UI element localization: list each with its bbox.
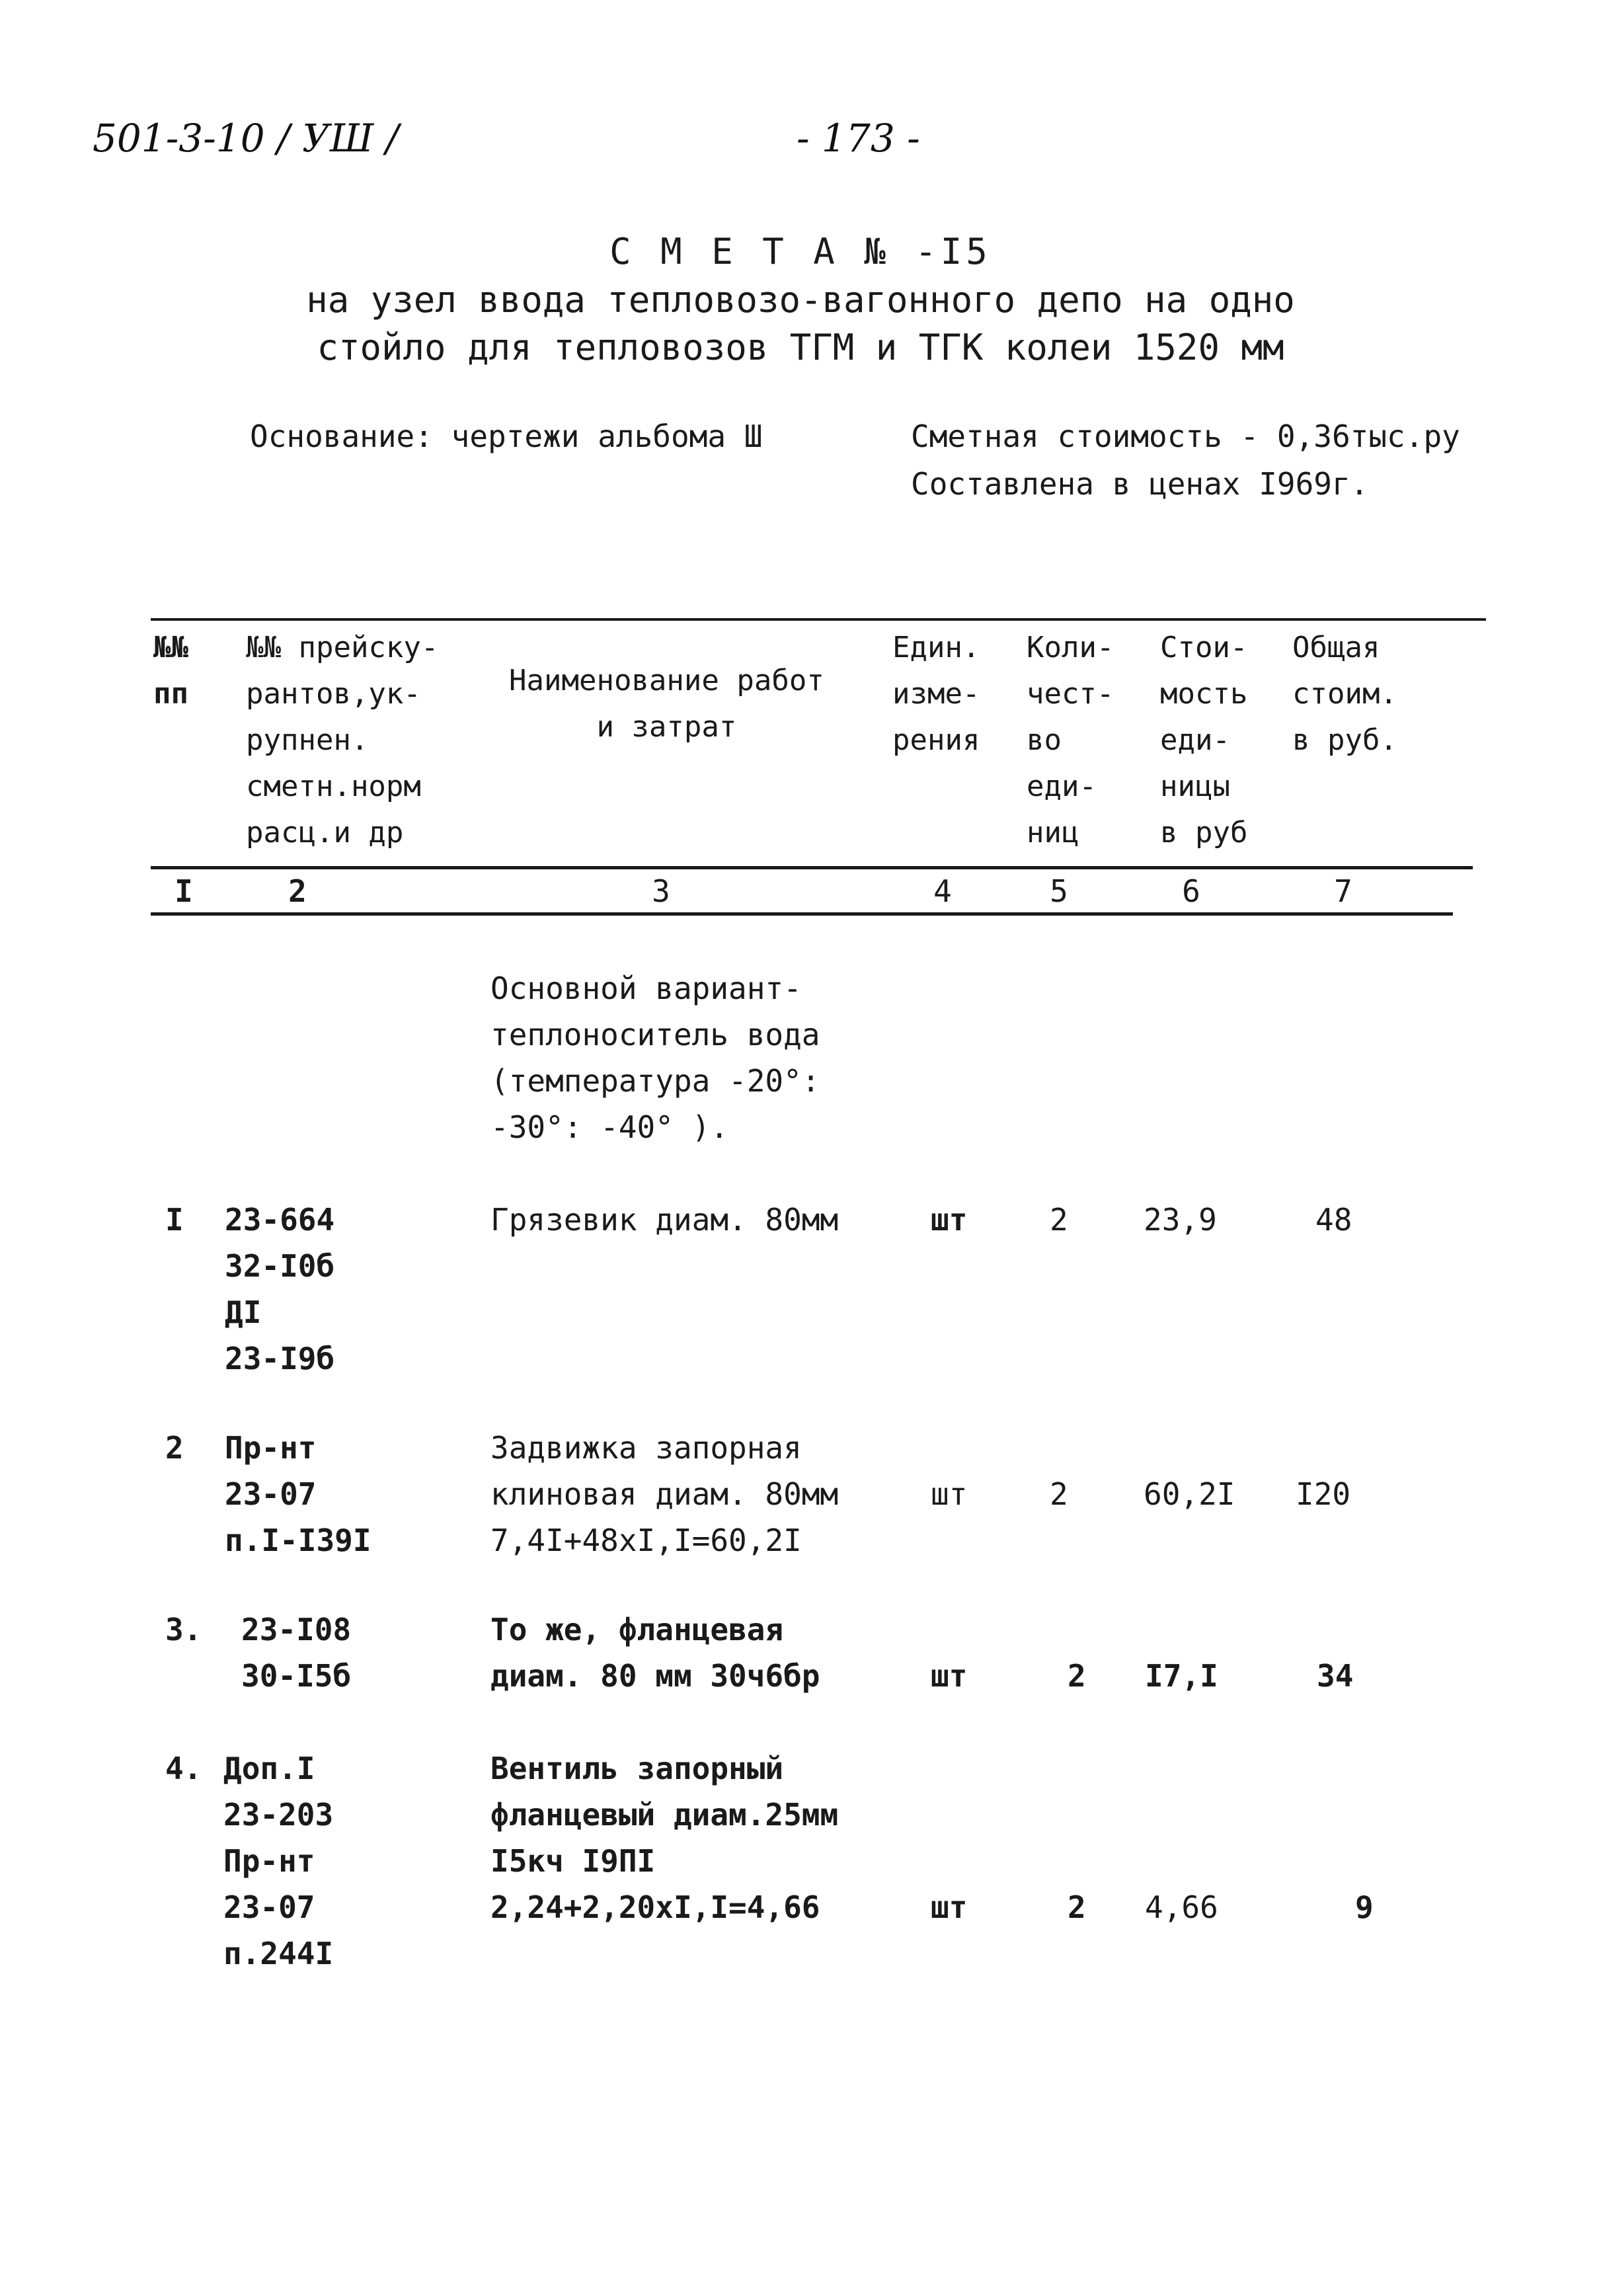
row-name: Задвижка запорная клиновая диам. 80мм 7,4I+48хI,I=60,2I xyxy=(490,1430,839,1558)
price-basis: Составлена в ценах I969г. xyxy=(911,466,1369,502)
header-col-3: Наименование работ и затрат xyxy=(509,664,824,744)
row-name: Вентиль запорный фланцевый диам.25мм I5кч I9ПI 2,24+2,20хI,I=4,66 xyxy=(490,1751,839,1925)
section-title: Основной вариант- теплоноситель вода (температура -20°: -30°: -40° ). xyxy=(490,970,820,1145)
row-unit-price: 23,9 xyxy=(1144,1202,1217,1238)
row-name: Грязевик диам. 80мм xyxy=(490,1202,839,1238)
column-number: 5 xyxy=(1050,873,1068,909)
row-name: То же, фланцевая диам. 80 мм 30ч6бр xyxy=(490,1612,820,1694)
row-reference: Пр-нт 23-07 п.I-I39I xyxy=(225,1430,371,1558)
estimated-cost: Сметная стоимость - 0,36тыс.ру xyxy=(911,418,1460,454)
document-code: 501-3-10 / УШ / xyxy=(93,116,399,161)
row-quantity: 2 xyxy=(1068,1658,1086,1694)
column-number: 3 xyxy=(652,873,670,909)
row-unit-price: 60,2I xyxy=(1144,1476,1235,1512)
row-unit: шт xyxy=(931,1476,968,1512)
row-unit-price: 4,66 xyxy=(1145,1889,1218,1925)
row-total: 9 xyxy=(1355,1889,1374,1925)
row-total: 48 xyxy=(1315,1202,1352,1238)
estimate-title: С М Е Т А № -I5 xyxy=(609,231,992,272)
row-number: I xyxy=(165,1202,184,1238)
row-unit: шт xyxy=(931,1889,968,1925)
column-number: 7 xyxy=(1334,873,1352,909)
row-reference: 23-I08 30-I5б xyxy=(241,1612,352,1694)
column-number: 4 xyxy=(933,873,952,909)
header-col-5: Коли- чест- во еди- ниц xyxy=(1027,631,1114,850)
header-col-4: Един. изме- рения xyxy=(892,631,980,757)
row-unit: шт xyxy=(931,1202,968,1238)
estimate-subtitle-line2: стойло для тепловозов ТГМ и ТГК колеи 1520 мм xyxy=(317,327,1284,368)
row-quantity: 2 xyxy=(1068,1889,1086,1925)
row-reference: Доп.I 23-203 Пр-нт 23-07 п.244I xyxy=(223,1751,334,1971)
row-quantity: 2 xyxy=(1050,1202,1068,1238)
table-top-rule xyxy=(151,618,1486,621)
row-unit: шт xyxy=(931,1658,968,1694)
row-number: 2 xyxy=(165,1430,184,1466)
header-bottom-rule xyxy=(151,866,1473,869)
header-col-6: Стои- мость еди- ницы в руб xyxy=(1160,631,1248,850)
column-number: 6 xyxy=(1182,873,1200,909)
header-col-1: №№ пп xyxy=(153,631,188,711)
row-total: 34 xyxy=(1317,1658,1354,1694)
row-unit-price: I7,I xyxy=(1145,1658,1218,1694)
row-reference: 23-664 32-I0б ДI 23-I9б xyxy=(225,1202,335,1376)
page-number: - 173 - xyxy=(797,116,920,161)
row-number: 3. xyxy=(165,1612,202,1647)
row-number: 4. xyxy=(165,1751,202,1786)
basis-text: Основание: чертежи альбома Ш xyxy=(250,418,763,454)
row-total: I20 xyxy=(1296,1476,1351,1512)
row-quantity: 2 xyxy=(1050,1476,1068,1512)
estimate-subtitle-line1: на узел ввода тепловозо-вагонного депо на одно xyxy=(306,279,1295,321)
column-numbers-bottom-rule xyxy=(151,912,1453,916)
column-number: I xyxy=(175,873,193,909)
header-col-7: Общая стоим. в руб. xyxy=(1292,631,1397,757)
header-col-2: №№ прейску- рантов,ук- рупнен. сметн.норм расц.и др xyxy=(246,631,439,850)
column-number: 2 xyxy=(288,873,307,909)
